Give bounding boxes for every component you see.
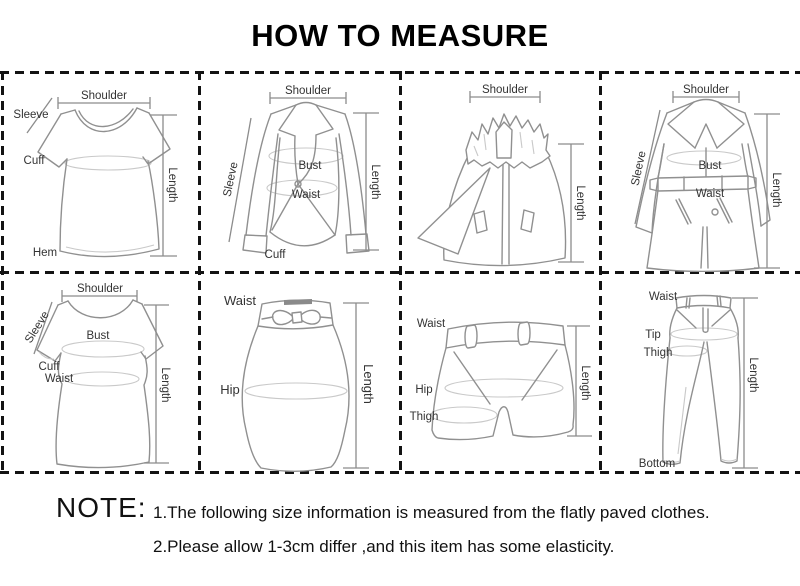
label-sleeve: Sleeve bbox=[629, 149, 649, 187]
label-sleeve: Sleeve bbox=[23, 309, 52, 346]
panel-trench-coat bbox=[600, 72, 800, 272]
panel-skirt bbox=[200, 272, 400, 472]
label-hip: Hip bbox=[415, 384, 433, 396]
label-length: Length bbox=[747, 357, 759, 393]
blazer-illustration bbox=[243, 103, 369, 254]
label-length: Length bbox=[770, 172, 782, 208]
label-length: Length bbox=[159, 367, 171, 403]
label-bust: Bust bbox=[298, 160, 322, 172]
label-sleeve: Sleeve bbox=[13, 109, 49, 121]
label-length: Length bbox=[574, 185, 586, 221]
panel-dress bbox=[0, 272, 200, 472]
panel-blazer bbox=[200, 72, 400, 272]
skirt-illustration bbox=[242, 299, 349, 471]
shorts-illustration bbox=[431, 322, 574, 440]
pants-measures bbox=[639, 291, 759, 470]
label-waist: Waist bbox=[44, 373, 74, 385]
label-bottom: Bottom bbox=[638, 458, 676, 470]
label-length: Length bbox=[369, 164, 381, 200]
label-shoulder: Shoulder bbox=[76, 283, 124, 295]
label-hip: Hip bbox=[220, 382, 240, 397]
note-line-2: 2.Please allow 1-3cm differ ,and this item has some elasticity. bbox=[153, 537, 615, 556]
label-sleeve: Sleeve bbox=[221, 160, 241, 198]
label-length: Length bbox=[361, 364, 376, 404]
label-thigh: Thigh bbox=[643, 347, 673, 359]
label-waist: Waist bbox=[695, 188, 725, 200]
panel-fur-coat bbox=[400, 72, 600, 272]
label-cuff: Cuff bbox=[264, 249, 286, 261]
label-waist: Waist bbox=[223, 293, 257, 308]
label-shoulder: Shoulder bbox=[481, 84, 529, 96]
label-shoulder: Shoulder bbox=[682, 84, 730, 96]
label-length: Length bbox=[166, 167, 178, 203]
page-title: HOW TO MEASURE bbox=[251, 18, 549, 53]
label-shoulder: Shoulder bbox=[284, 85, 332, 97]
panel-pants bbox=[600, 272, 800, 472]
label-waist: Waist bbox=[416, 318, 446, 330]
note-line-1: 1.The following size information is measured from the flatly paved clothes. bbox=[153, 503, 710, 522]
tshirt-measures bbox=[13, 90, 178, 259]
pants-illustration bbox=[663, 296, 740, 465]
label-waist: Waist bbox=[291, 189, 321, 201]
panel-shorts bbox=[400, 272, 600, 472]
label-cuff: Cuff bbox=[38, 361, 60, 373]
label-thigh: Thigh bbox=[409, 411, 439, 423]
label-waist: Waist bbox=[648, 291, 678, 303]
label-hem: Hem bbox=[32, 247, 58, 259]
fur-coat-illustration bbox=[418, 114, 566, 266]
label-length: Length bbox=[579, 365, 591, 401]
tshirt-illustration bbox=[38, 108, 170, 257]
note-heading: NOTE: bbox=[56, 492, 147, 523]
label-shoulder: Shoulder bbox=[80, 90, 128, 102]
label-bust: Bust bbox=[698, 160, 722, 172]
panel-tshirt bbox=[0, 72, 200, 272]
label-bust: Bust bbox=[86, 330, 110, 342]
label-tip: Tip bbox=[645, 329, 661, 341]
label-cuff: Cuff bbox=[23, 155, 45, 167]
